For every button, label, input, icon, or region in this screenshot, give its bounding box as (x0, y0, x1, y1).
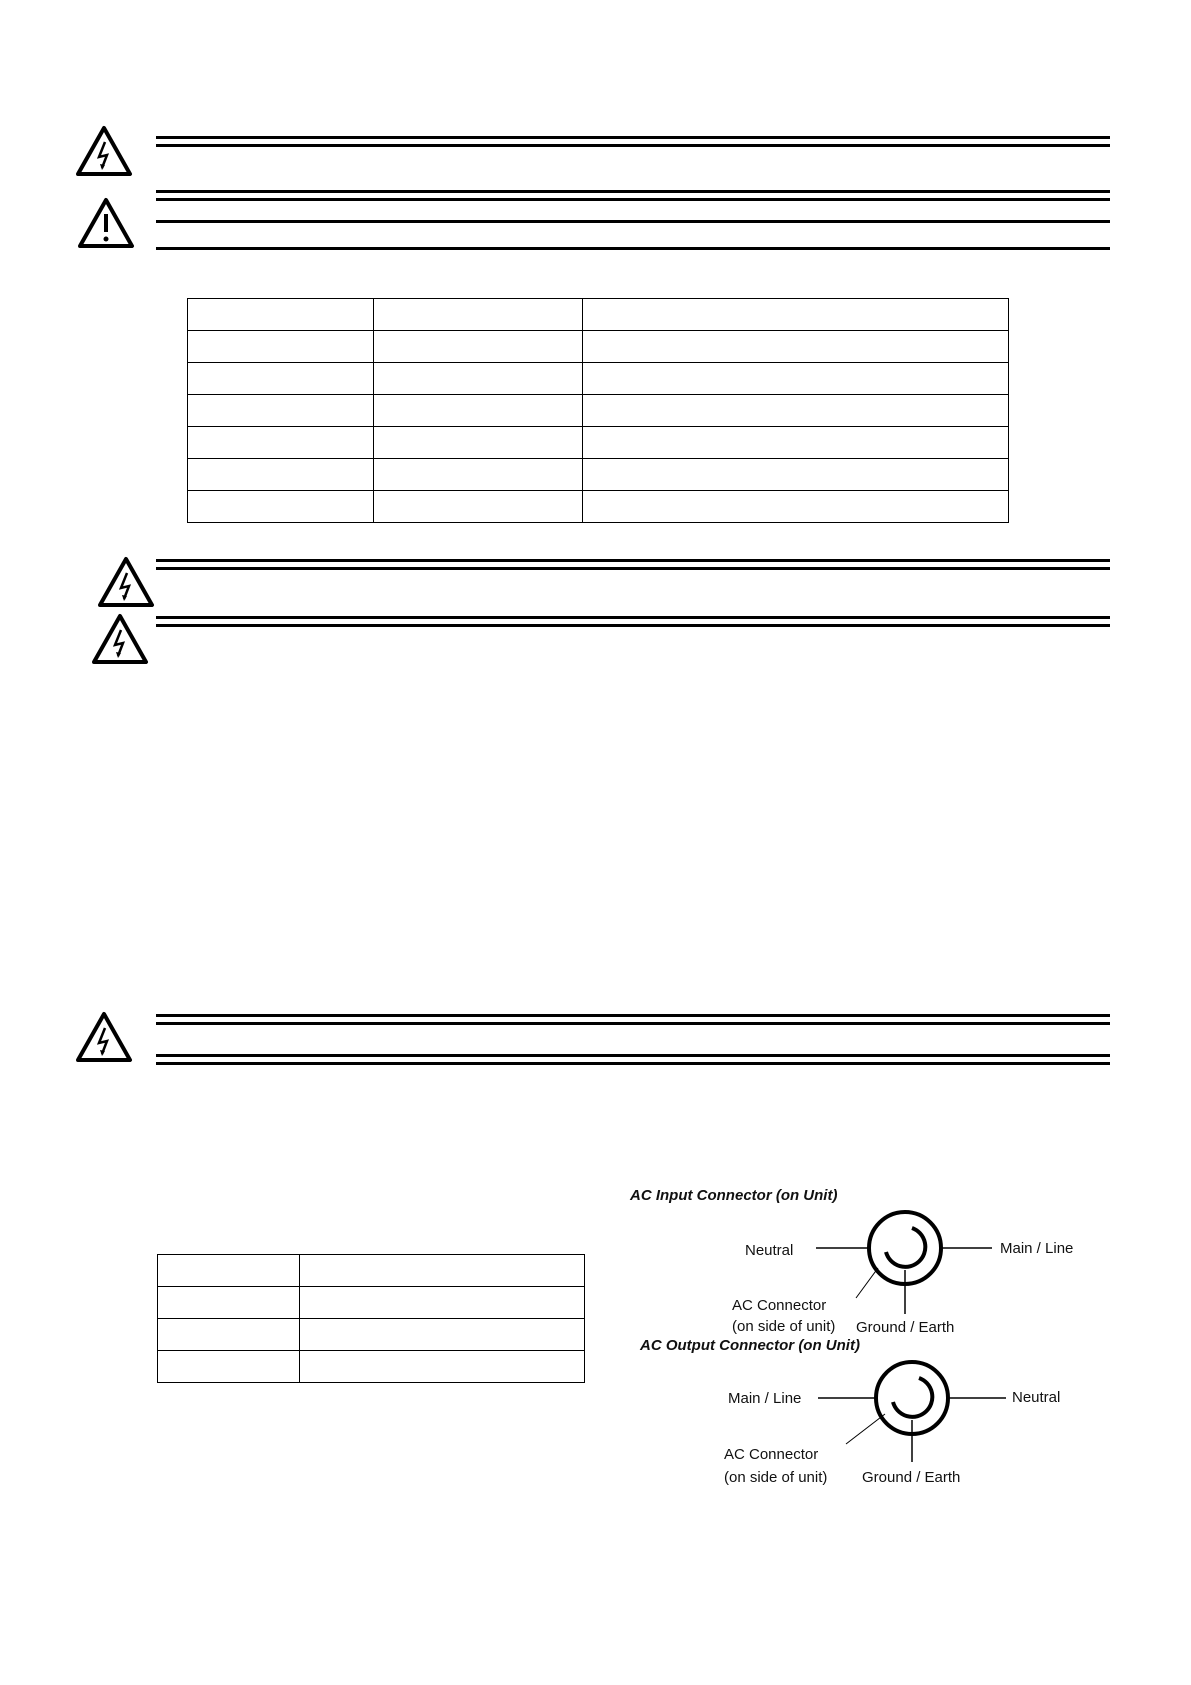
table-cell (188, 363, 374, 395)
connector-pointer-sublabel: (on side of unit) (732, 1318, 836, 1335)
table-cell (158, 1319, 300, 1351)
table-cell (583, 331, 1009, 363)
table-row (158, 1255, 585, 1287)
table-row (188, 491, 1009, 523)
table-cell (188, 491, 374, 523)
table-cell (158, 1255, 300, 1287)
connector-label-left: Neutral (745, 1242, 794, 1259)
caution-rule-mid (156, 220, 1110, 223)
connector-pointer-label: AC Connector (732, 1297, 827, 1314)
table-row (158, 1351, 585, 1383)
table-cell (374, 491, 583, 523)
connector-label-bottom: Ground / Earth (862, 1469, 961, 1486)
connector-label-right: Neutral (1012, 1389, 1061, 1406)
table-cell (188, 331, 374, 363)
table-cell (374, 363, 583, 395)
caution-rule-top (156, 190, 1110, 201)
table-cell (583, 299, 1009, 331)
table-cell (583, 363, 1009, 395)
table-cell (158, 1351, 300, 1383)
table-cell (188, 427, 374, 459)
table-cell (374, 331, 583, 363)
table-row (188, 459, 1009, 491)
connector-label-bottom: Ground / Earth (856, 1319, 955, 1336)
table-cell (188, 395, 374, 427)
table-cell (300, 1287, 585, 1319)
table-cell (374, 395, 583, 427)
connector-pointer-label: AC Connector (724, 1446, 819, 1463)
diagram-title: AC Input Connector (on Unit) (630, 1187, 838, 1204)
table-cell (188, 299, 374, 331)
connector-label-left: Main / Line (728, 1390, 802, 1407)
table-cell (188, 459, 374, 491)
high-voltage-warning-icon (74, 1010, 134, 1064)
spec-table (187, 298, 1009, 523)
table-row (188, 395, 1009, 427)
table-cell (374, 459, 583, 491)
table-cell (583, 427, 1009, 459)
table-cell (374, 427, 583, 459)
exclamation-warning-icon (76, 196, 136, 250)
warning-rule-5-bottom (156, 1054, 1110, 1065)
warning-rule-3 (156, 559, 1110, 570)
table-cell (158, 1287, 300, 1319)
caution-rule-bottom (156, 247, 1110, 250)
table-cell (300, 1319, 585, 1351)
table-cell (300, 1351, 585, 1383)
connector-pointer-sublabel: (on side of unit) (724, 1469, 828, 1486)
ac-output-connector-diagram (620, 1334, 1100, 1494)
table-row (188, 363, 1009, 395)
table-cell (300, 1255, 585, 1287)
table-row (158, 1287, 585, 1319)
table-cell (583, 459, 1009, 491)
table-row (158, 1319, 585, 1351)
table-cell (583, 491, 1009, 523)
table-row (188, 427, 1009, 459)
table-row (188, 299, 1009, 331)
warning-rule-top (156, 136, 1110, 147)
diagram-title: AC Output Connector (on Unit) (640, 1337, 860, 1354)
high-voltage-warning-icon (74, 124, 134, 178)
table-row (188, 331, 1009, 363)
high-voltage-warning-icon (96, 555, 156, 609)
connector-table (157, 1254, 585, 1383)
table-cell (374, 299, 583, 331)
table-cell (583, 395, 1009, 427)
connector-label-right: Main / Line (1000, 1240, 1074, 1257)
warning-rule-4 (156, 616, 1110, 627)
warning-rule-5-top (156, 1014, 1110, 1025)
ac-input-connector-diagram (620, 1180, 1100, 1340)
high-voltage-warning-icon (90, 612, 150, 666)
